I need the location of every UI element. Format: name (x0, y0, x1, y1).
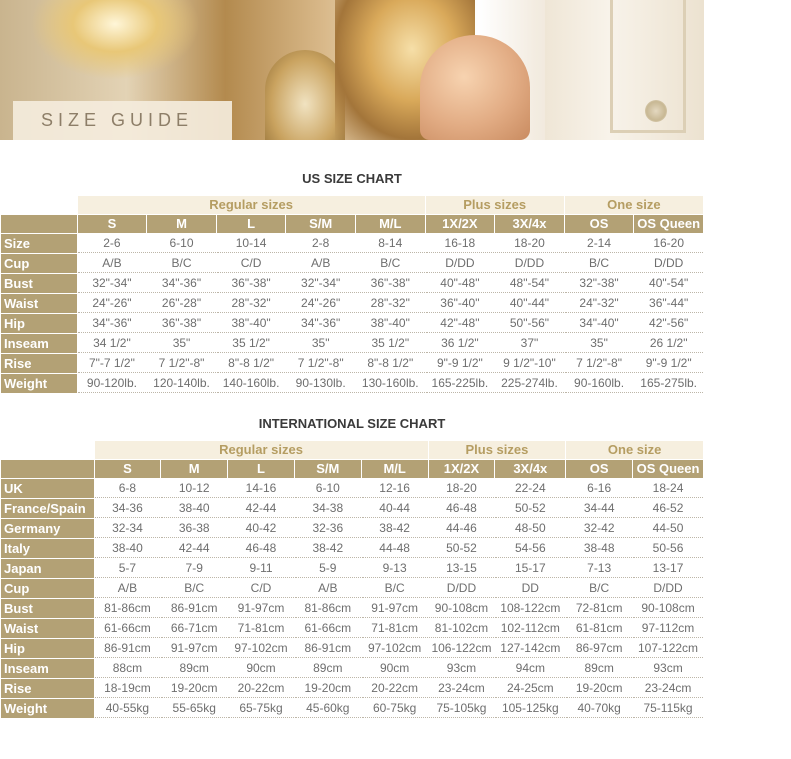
us-value-cell: 34"-36" (147, 274, 216, 293)
us-group-header: One size (565, 196, 703, 214)
intl-value-cell: 14-16 (228, 479, 294, 498)
us-value-cell: 40"-48" (426, 274, 495, 293)
intl-value-cell: 18-20 (429, 479, 495, 498)
intl-value-cell: 38-48 (566, 539, 632, 558)
us-value-cell: 34 1/2" (78, 334, 147, 353)
intl-value-cell: 45-60kg (295, 699, 361, 718)
intl-column-header: S/M (295, 460, 361, 478)
us-value-cell: 37" (495, 334, 564, 353)
intl-value-cell: 106-122cm (429, 639, 495, 658)
us-value-cell: 165-225lb. (426, 374, 495, 393)
intl-column-header: M/L (362, 460, 428, 478)
intl-value-cell: 7-9 (161, 559, 227, 578)
us-value-cell: 40"-54" (634, 274, 703, 293)
intl-value-cell: 86-91cm (161, 599, 227, 618)
intl-value-cell: 46-52 (633, 499, 703, 518)
us-value-cell: A/B (286, 254, 355, 273)
intl-value-cell: 9-13 (362, 559, 428, 578)
us-column-header-row (1, 215, 703, 233)
intl-value-cell: 34-44 (566, 499, 632, 518)
intl-group-header-row (1, 441, 703, 459)
us-value-cell: 34"-40" (565, 314, 634, 333)
intl-row-label: Cup (1, 579, 94, 598)
intl-column-header: S (95, 460, 161, 478)
intl-value-cell: 97-102cm (228, 639, 294, 658)
intl-column-header: OS (566, 460, 632, 478)
table-row (1, 519, 703, 538)
intl-value-cell: 34-38 (295, 499, 361, 518)
us-value-cell: 120-140lb. (147, 374, 216, 393)
us-value-cell: 34"-36" (286, 314, 355, 333)
intl-value-cell: 50-56 (633, 539, 703, 558)
us-value-cell: 38"-40" (217, 314, 286, 333)
us-value-cell: 7 1/2"-8" (147, 354, 216, 373)
model-shoulder-decoration (420, 35, 530, 140)
us-value-cell: 7"-7 1/2" (78, 354, 147, 373)
table-row (1, 274, 703, 293)
intl-value-cell: 32-42 (566, 519, 632, 538)
us-value-cell: 36"-38" (356, 274, 425, 293)
table-row (1, 234, 703, 253)
us-column-header: M (147, 215, 216, 233)
intl-value-cell: 71-81cm (228, 619, 294, 638)
us-row-label: Size (1, 234, 77, 253)
rosette-decoration (645, 100, 667, 122)
intl-value-cell: 19-20cm (566, 679, 632, 698)
us-value-cell: D/DD (495, 254, 564, 273)
us-value-cell: B/C (147, 254, 216, 273)
us-row-label: Bust (1, 274, 77, 293)
intl-value-cell: 13-17 (633, 559, 703, 578)
intl-value-cell: 38-40 (161, 499, 227, 518)
gilded-mirror-decoration (265, 50, 345, 140)
intl-value-cell: 18-24 (633, 479, 703, 498)
intl-value-cell: 38-42 (295, 539, 361, 558)
intl-corner-blank (1, 441, 94, 459)
intl-row-label: Bust (1, 599, 94, 618)
intl-value-cell: 44-48 (362, 539, 428, 558)
us-value-cell: 48"-54" (495, 274, 564, 293)
intl-value-cell: 40-42 (228, 519, 294, 538)
intl-value-cell: D/DD (633, 579, 703, 598)
intl-row-label: Italy (1, 539, 94, 558)
intl-value-cell: 93cm (429, 659, 495, 678)
us-value-cell: 42"-48" (426, 314, 495, 333)
us-value-cell: 26 1/2" (634, 334, 703, 353)
intl-value-cell: 9-11 (228, 559, 294, 578)
us-value-cell: 140-160lb. (217, 374, 286, 393)
intl-value-cell: 46-48 (429, 499, 495, 518)
intl-corner-cell (1, 460, 94, 478)
us-column-header: 3X/4x (495, 215, 564, 233)
us-value-cell: 34"-36" (78, 314, 147, 333)
intl-row-label: UK (1, 479, 94, 498)
us-value-cell: 2-8 (286, 234, 355, 253)
table-row (1, 314, 703, 333)
table-row (1, 619, 703, 638)
us-column-header: S (78, 215, 147, 233)
us-value-cell: 38"-40" (356, 314, 425, 333)
us-chart-title: US SIZE CHART (302, 171, 402, 186)
us-column-header: M/L (356, 215, 425, 233)
table-row (1, 599, 703, 618)
intl-row-label: Inseam (1, 659, 94, 678)
intl-value-cell: 61-66cm (295, 619, 361, 638)
intl-value-cell: 6-10 (295, 479, 361, 498)
table-row (1, 579, 703, 598)
us-value-cell: 10-14 (217, 234, 286, 253)
intl-value-cell: 24-25cm (495, 679, 565, 698)
us-value-cell: 35" (286, 334, 355, 353)
us-value-cell: 36"-40" (426, 294, 495, 313)
us-value-cell: 36"-38" (147, 314, 216, 333)
intl-value-cell: 18-19cm (95, 679, 161, 698)
intl-value-cell: 93cm (633, 659, 703, 678)
intl-value-cell: 40-70kg (566, 699, 632, 718)
intl-size-table (0, 440, 704, 719)
table-row (1, 499, 703, 518)
us-value-cell: A/B (78, 254, 147, 273)
intl-value-cell: 102-112cm (495, 619, 565, 638)
us-value-cell: 28"-32" (217, 294, 286, 313)
intl-value-cell: 42-44 (161, 539, 227, 558)
intl-value-cell: 81-102cm (429, 619, 495, 638)
us-value-cell: 32"-38" (565, 274, 634, 293)
us-value-cell: 50"-56" (495, 314, 564, 333)
us-value-cell: 16-18 (426, 234, 495, 253)
us-value-cell: 35 1/2" (356, 334, 425, 353)
table-row (1, 354, 703, 373)
us-value-cell: 36"-38" (217, 274, 286, 293)
us-value-cell: 24"-26" (286, 294, 355, 313)
table-row (1, 559, 703, 578)
intl-value-cell: 36-38 (161, 519, 227, 538)
us-value-cell: 6-10 (147, 234, 216, 253)
us-value-cell: 40"-44" (495, 294, 564, 313)
table-row (1, 479, 703, 498)
intl-value-cell: 75-105kg (429, 699, 495, 718)
us-value-cell: 36"-44" (634, 294, 703, 313)
us-row-label: Hip (1, 314, 77, 333)
us-value-cell: 165-275lb. (634, 374, 703, 393)
intl-value-cell: 91-97cm (228, 599, 294, 618)
intl-value-cell: 12-16 (362, 479, 428, 498)
table-row (1, 254, 703, 273)
intl-value-cell: 6-8 (95, 479, 161, 498)
intl-value-cell: 38-40 (95, 539, 161, 558)
intl-value-cell: 89cm (295, 659, 361, 678)
us-value-cell: 36 1/2" (426, 334, 495, 353)
us-value-cell: 26"-28" (147, 294, 216, 313)
us-value-cell: 32"-34" (78, 274, 147, 293)
us-column-header: 1X/2X (426, 215, 495, 233)
table-row (1, 334, 703, 353)
intl-value-cell: 66-71cm (161, 619, 227, 638)
intl-row-label: Japan (1, 559, 94, 578)
us-value-cell: 7 1/2"-8" (565, 354, 634, 373)
intl-group-header: One size (566, 441, 703, 459)
us-group-header: Regular sizes (78, 196, 425, 214)
intl-group-header: Regular sizes (95, 441, 428, 459)
intl-value-cell: 90cm (228, 659, 294, 678)
intl-value-cell: 23-24cm (429, 679, 495, 698)
chandelier-decoration (30, 0, 200, 80)
intl-value-cell: 88cm (95, 659, 161, 678)
us-value-cell: 35" (565, 334, 634, 353)
intl-value-cell: 10-12 (161, 479, 227, 498)
intl-value-cell: 89cm (161, 659, 227, 678)
us-value-cell: 35 1/2" (217, 334, 286, 353)
us-value-cell: 24"-32" (565, 294, 634, 313)
intl-value-cell: 5-9 (295, 559, 361, 578)
intl-value-cell: 97-112cm (633, 619, 703, 638)
us-group-header-row (1, 196, 703, 214)
intl-value-cell: 19-20cm (295, 679, 361, 698)
intl-value-cell: 48-50 (495, 519, 565, 538)
intl-value-cell: 127-142cm (495, 639, 565, 658)
intl-value-cell: DD (495, 579, 565, 598)
us-column-header: L (217, 215, 286, 233)
us-row-label: Weight (1, 374, 77, 393)
intl-chart-title: INTERNATIONAL SIZE CHART (258, 416, 446, 431)
us-row-label: Inseam (1, 334, 77, 353)
intl-value-cell: 86-91cm (295, 639, 361, 658)
intl-row-label: Rise (1, 679, 94, 698)
intl-value-cell: 44-46 (429, 519, 495, 538)
table-row (1, 639, 703, 658)
us-value-cell: 90-130lb. (286, 374, 355, 393)
table-row (1, 374, 703, 393)
intl-value-cell: 72-81cm (566, 599, 632, 618)
intl-value-cell: 89cm (566, 659, 632, 678)
us-value-cell: 90-160lb. (565, 374, 634, 393)
us-value-cell: C/D (217, 254, 286, 273)
us-value-cell: 28"-32" (356, 294, 425, 313)
us-size-table (0, 195, 704, 394)
intl-row-label: Hip (1, 639, 94, 658)
intl-value-cell: A/B (295, 579, 361, 598)
intl-value-cell: 20-22cm (362, 679, 428, 698)
us-value-cell: 32"-34" (286, 274, 355, 293)
intl-value-cell: 108-122cm (495, 599, 565, 618)
intl-value-cell: 91-97cm (362, 599, 428, 618)
us-value-cell: D/DD (426, 254, 495, 273)
us-column-header: OS Queen (634, 215, 703, 233)
intl-column-header: M (161, 460, 227, 478)
header-banner-image (0, 0, 704, 140)
intl-value-cell: 6-16 (566, 479, 632, 498)
us-value-cell: 2-14 (565, 234, 634, 253)
intl-value-cell: 60-75kg (362, 699, 428, 718)
intl-value-cell: 7-13 (566, 559, 632, 578)
us-value-cell: 8-14 (356, 234, 425, 253)
table-row (1, 539, 703, 558)
intl-value-cell: 90-108cm (429, 599, 495, 618)
intl-row-label: France/Spain (1, 499, 94, 518)
table-row (1, 699, 703, 718)
intl-column-header-row (1, 460, 703, 478)
us-value-cell: 8"-8 1/2" (356, 354, 425, 373)
table-row (1, 659, 703, 678)
us-value-cell: B/C (565, 254, 634, 273)
us-corner-blank (1, 196, 77, 214)
intl-value-cell: 54-56 (495, 539, 565, 558)
intl-value-cell: 81-86cm (95, 599, 161, 618)
intl-value-cell: 50-52 (495, 499, 565, 518)
intl-value-cell: 97-102cm (362, 639, 428, 658)
intl-column-header: OS Queen (633, 460, 703, 478)
intl-value-cell: 81-86cm (295, 599, 361, 618)
intl-value-cell: 90-108cm (633, 599, 703, 618)
intl-value-cell: C/D (228, 579, 294, 598)
intl-value-cell: 22-24 (495, 479, 565, 498)
us-value-cell: D/DD (634, 254, 703, 273)
intl-value-cell: D/DD (429, 579, 495, 598)
us-column-header: S/M (286, 215, 355, 233)
intl-value-cell: 91-97cm (161, 639, 227, 658)
intl-value-cell: 32-36 (295, 519, 361, 538)
us-value-cell: 225-274lb. (495, 374, 564, 393)
table-row (1, 294, 703, 313)
intl-value-cell: 15-17 (495, 559, 565, 578)
intl-row-label: Waist (1, 619, 94, 638)
intl-value-cell: 44-50 (633, 519, 703, 538)
us-column-header: OS (565, 215, 634, 233)
intl-value-cell: 61-66cm (95, 619, 161, 638)
intl-value-cell: 46-48 (228, 539, 294, 558)
us-value-cell: 7 1/2"-8" (286, 354, 355, 373)
intl-column-header: L (228, 460, 294, 478)
intl-value-cell: 13-15 (429, 559, 495, 578)
us-value-cell: 35" (147, 334, 216, 353)
intl-column-header: 1X/2X (429, 460, 495, 478)
intl-value-cell: 34-36 (95, 499, 161, 518)
intl-value-cell: 90cm (362, 659, 428, 678)
us-corner-cell (1, 215, 77, 233)
us-group-header: Plus sizes (426, 196, 564, 214)
us-value-cell: 2-6 (78, 234, 147, 253)
intl-value-cell: 5-7 (95, 559, 161, 578)
intl-value-cell: B/C (566, 579, 632, 598)
us-value-cell: B/C (356, 254, 425, 273)
intl-value-cell: 55-65kg (161, 699, 227, 718)
us-value-cell: 24"-26" (78, 294, 147, 313)
us-value-cell: 9"-9 1/2" (426, 354, 495, 373)
intl-row-label: Germany (1, 519, 94, 538)
us-value-cell: 8"-8 1/2" (217, 354, 286, 373)
intl-value-cell: 40-55kg (95, 699, 161, 718)
us-value-cell: 16-20 (634, 234, 703, 253)
intl-value-cell: 71-81cm (362, 619, 428, 638)
intl-value-cell: 94cm (495, 659, 565, 678)
intl-value-cell: 32-34 (95, 519, 161, 538)
intl-value-cell: 86-91cm (95, 639, 161, 658)
intl-row-label: Weight (1, 699, 94, 718)
intl-value-cell: 23-24cm (633, 679, 703, 698)
intl-value-cell: 40-44 (362, 499, 428, 518)
intl-value-cell: B/C (362, 579, 428, 598)
intl-value-cell: 75-115kg (633, 699, 703, 718)
intl-value-cell: 86-97cm (566, 639, 632, 658)
intl-value-cell: 42-44 (228, 499, 294, 518)
us-row-label: Rise (1, 354, 77, 373)
intl-column-header: 3X/4x (495, 460, 565, 478)
intl-value-cell: 65-75kg (228, 699, 294, 718)
size-guide-heading: SIZE GUIDE (13, 101, 232, 140)
us-value-cell: 42"-56" (634, 314, 703, 333)
us-value-cell: 130-160lb. (356, 374, 425, 393)
us-value-cell: 18-20 (495, 234, 564, 253)
intl-value-cell: 107-122cm (633, 639, 703, 658)
intl-value-cell: 105-125kg (495, 699, 565, 718)
us-row-label: Waist (1, 294, 77, 313)
intl-value-cell: 61-81cm (566, 619, 632, 638)
intl-value-cell: 19-20cm (161, 679, 227, 698)
us-value-cell: 9"-9 1/2" (634, 354, 703, 373)
intl-value-cell: 20-22cm (228, 679, 294, 698)
intl-value-cell: B/C (161, 579, 227, 598)
intl-value-cell: 50-52 (429, 539, 495, 558)
intl-group-header: Plus sizes (429, 441, 566, 459)
intl-value-cell: 38-42 (362, 519, 428, 538)
us-value-cell: 90-120lb. (78, 374, 147, 393)
us-row-label: Cup (1, 254, 77, 273)
intl-value-cell: A/B (95, 579, 161, 598)
us-value-cell: 9 1/2"-10" (495, 354, 564, 373)
table-row (1, 679, 703, 698)
